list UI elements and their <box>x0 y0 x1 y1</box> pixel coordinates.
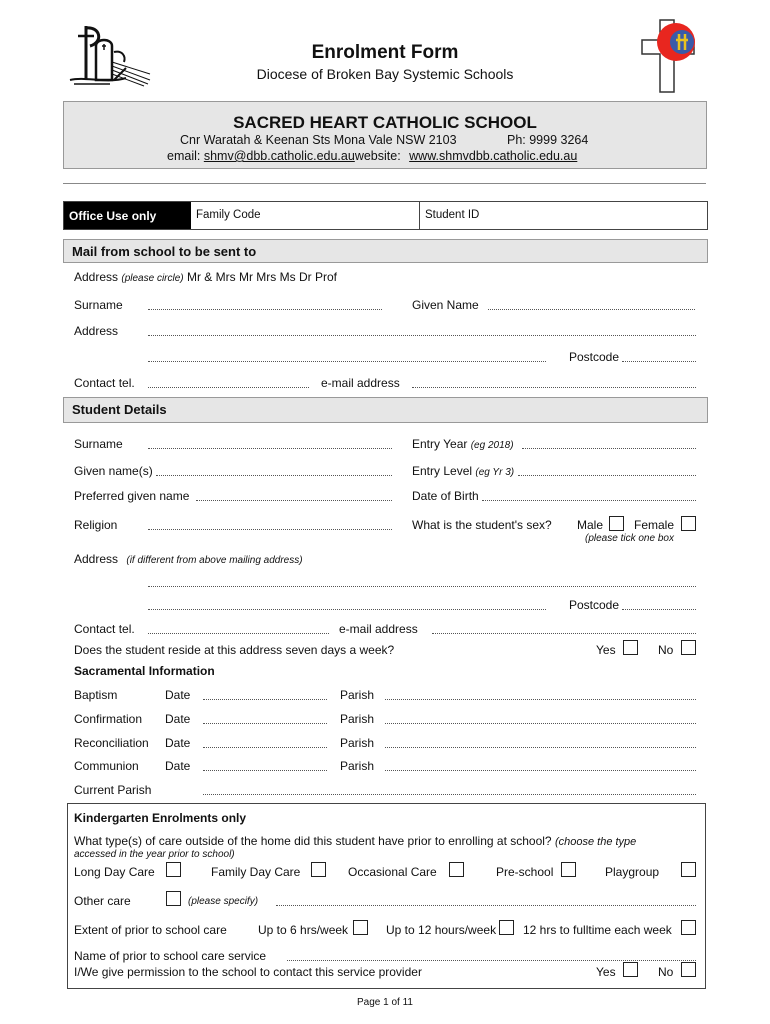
tick-hint: (please tick one box <box>585 533 674 544</box>
mail-postcode-field[interactable] <box>622 361 696 362</box>
occasional-care-label: Occasional Care <box>348 865 437 879</box>
given-names-label: Given name(s) <box>74 464 153 478</box>
given-names-field[interactable] <box>156 475 392 476</box>
office-use-box <box>63 201 708 230</box>
sacrament-date-label: Date <box>165 759 191 773</box>
office-divider <box>419 202 420 229</box>
student-surname-field[interactable] <box>148 448 392 449</box>
kinder-question: What type(s) of care outside of the home did this student have prior to enrolling at school? (choose the type <box>74 834 637 848</box>
page-number: Page 1 of 11 <box>357 997 413 1008</box>
care-provider-field[interactable] <box>287 960 696 961</box>
playgroup-checkbox[interactable] <box>681 862 696 877</box>
email-label: email: <box>167 149 201 163</box>
care-provider-label: Name of prior to school care service <box>74 949 267 963</box>
up-to-12-checkbox[interactable] <box>499 920 514 935</box>
other-care-field[interactable] <box>276 905 696 906</box>
preferred-name-field[interactable] <box>196 500 392 501</box>
mail-address-titles: Address (please circle) Mr & Mrs Mr Mrs Ms Dr Prof <box>74 270 337 284</box>
mail-email-label: e-mail address <box>321 376 400 390</box>
sacrament-reconciliation-label: Reconciliation <box>74 736 149 750</box>
website-label: website: <box>354 149 401 163</box>
long-day-care-label: Long Day Care <box>74 865 155 879</box>
school-contact-line <box>167 149 577 163</box>
student-email-label: e-mail address <box>339 622 418 636</box>
preferred-name-label: Preferred given name <box>74 489 190 503</box>
reconciliation-parish-field[interactable] <box>385 747 696 748</box>
dob-label: Date of Birth <box>412 489 479 503</box>
mail-surname-field[interactable] <box>148 309 382 310</box>
permission-no-checkbox[interactable] <box>681 962 696 977</box>
reside-yes-checkbox[interactable] <box>623 640 638 655</box>
mail-address-field-1[interactable] <box>148 335 696 336</box>
student-email-field[interactable] <box>432 633 696 634</box>
permission-yes-checkbox[interactable] <box>623 962 638 977</box>
entry-level-field[interactable] <box>518 475 696 476</box>
religion-label: Religion <box>74 518 118 532</box>
permission-no-label: No <box>658 965 674 979</box>
sacrament-date-label: Date <box>165 736 191 750</box>
family-day-care-label: Family Day Care <box>211 865 301 879</box>
reside-yes-label: Yes <box>596 643 616 657</box>
male-checkbox[interactable] <box>609 516 624 531</box>
student-address-field-2[interactable] <box>148 609 546 610</box>
dob-field[interactable] <box>482 500 696 501</box>
student-section-header: Student Details <box>63 397 708 423</box>
student-surname-label: Surname <box>74 437 123 451</box>
sacrament-parish-label: Parish <box>340 688 375 702</box>
mail-email-field[interactable] <box>412 387 696 388</box>
up-to-6-checkbox[interactable] <box>353 920 368 935</box>
family-code-label: Family Code <box>196 209 261 221</box>
sacramental-heading: Sacramental Information <box>74 664 215 678</box>
student-contact-tel-field[interactable] <box>148 633 329 634</box>
form-title: Enrolment Form <box>311 42 459 63</box>
preschool-label: Pre-school <box>496 865 554 879</box>
sacrament-date-label: Date <box>165 712 191 726</box>
mail-section-header: Mail from school to be sent to <box>63 239 708 263</box>
permission-yes-label: Yes <box>596 965 616 979</box>
mail-address-label: Address <box>74 324 119 338</box>
divider <box>63 183 706 184</box>
preschool-checkbox[interactable] <box>561 862 576 877</box>
up-to-6-label: Up to 6 hrs/week <box>258 923 349 937</box>
school-name: SACRED HEART CATHOLIC SCHOOL <box>233 113 537 132</box>
school-info-box <box>63 101 707 169</box>
student-address-field-1[interactable] <box>148 586 696 587</box>
sacrament-parish-label: Parish <box>340 759 375 773</box>
confirmation-parish-field[interactable] <box>385 723 696 724</box>
mail-contact-tel-field[interactable] <box>148 387 309 388</box>
mail-address-field-2[interactable] <box>148 361 546 362</box>
reside-no-checkbox[interactable] <box>681 640 696 655</box>
male-label: Male <box>577 518 604 532</box>
kinder-question-hint: accessed in the year prior to school) <box>74 849 235 860</box>
sacrament-baptism-label: Baptism <box>74 688 118 702</box>
student-contact-tel-label: Contact tel. <box>74 622 135 636</box>
entry-level-label: Entry Level (eg Yr 3) <box>412 464 515 478</box>
current-parish-field[interactable] <box>203 794 696 795</box>
communion-date-field[interactable] <box>203 770 327 771</box>
other-care-hint: (please specify) <box>188 896 259 907</box>
up-to-12-label: Up to 12 hours/week <box>386 923 497 937</box>
form-subtitle: Diocese of Broken Bay Systemic Schools <box>256 66 514 82</box>
mail-given-name-field[interactable] <box>488 309 695 310</box>
reconciliation-date-field[interactable] <box>203 747 327 748</box>
mail-surname-label: Surname <box>74 298 123 312</box>
baptism-parish-field[interactable] <box>385 699 696 700</box>
sacrament-confirmation-label: Confirmation <box>74 712 143 726</box>
office-use-label: Office Use only <box>64 202 191 229</box>
sacrament-communion-label: Communion <box>74 759 139 773</box>
sacrament-parish-label: Parish <box>340 712 375 726</box>
mail-given-name-label: Given Name <box>412 298 479 312</box>
fulltime-checkbox[interactable] <box>681 920 696 935</box>
baptism-date-field[interactable] <box>203 699 327 700</box>
permission-label: I/We give permission to the school to contact this service provider <box>74 965 422 979</box>
playgroup-label: Playgroup <box>605 865 660 879</box>
school-phone: Ph: 9999 3264 <box>507 133 589 147</box>
extent-label: Extent of prior to school care <box>74 923 227 937</box>
sex-question: What is the student's sex? <box>412 518 552 532</box>
school-email-link[interactable]: shmv@dbb.catholic.edu.au <box>203 149 355 163</box>
entry-year-label: Entry Year (eg 2018) <box>412 437 514 451</box>
sacrament-date-label: Date <box>165 688 191 702</box>
confirmation-date-field[interactable] <box>203 723 327 724</box>
student-address-label: Address (if different from above mailing address) <box>74 552 303 566</box>
family-day-care-checkbox[interactable] <box>311 862 326 877</box>
kinder-heading: Kindergarten Enrolments only <box>74 811 247 825</box>
student-postcode-field[interactable] <box>622 609 696 610</box>
current-parish-label: Current Parish <box>74 783 152 797</box>
communion-parish-field[interactable] <box>385 770 696 771</box>
female-label: Female <box>634 518 675 532</box>
student-id-label: Student ID <box>425 209 480 221</box>
other-care-label: Other care <box>74 894 131 908</box>
long-day-care-checkbox[interactable] <box>166 862 181 877</box>
sacrament-parish-label: Parish <box>340 736 375 750</box>
student-postcode-label: Postcode <box>569 598 620 612</box>
reside-no-label: No <box>658 643 674 657</box>
mail-contact-tel-label: Contact tel. <box>74 376 135 390</box>
female-checkbox[interactable] <box>681 516 696 531</box>
religion-field[interactable] <box>148 529 392 530</box>
entry-year-field[interactable] <box>522 448 696 449</box>
school-website-link[interactable]: www.shmvdbb.catholic.edu.au <box>409 149 578 163</box>
reside-question: Does the student reside at this address seven days a week? <box>74 643 395 657</box>
fulltime-label: 12 hrs to fulltime each week <box>523 923 672 937</box>
school-address: Cnr Waratah & Keenan Sts Mona Vale NSW 2103 <box>180 133 457 147</box>
mail-postcode-label: Postcode <box>569 350 620 364</box>
other-care-checkbox[interactable] <box>166 891 181 906</box>
occasional-care-checkbox[interactable] <box>449 862 464 877</box>
